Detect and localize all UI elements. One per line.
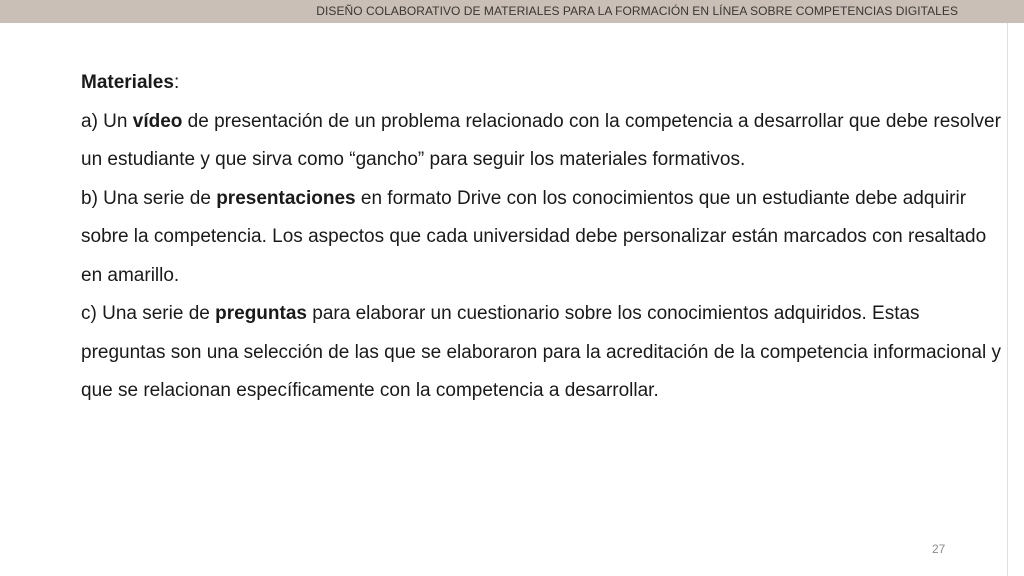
item-a-keyword: vídeo bbox=[132, 110, 183, 132]
item-c-prefix: c) Una serie de bbox=[81, 303, 216, 324]
materials-heading bbox=[81, 64, 1001, 103]
item-b bbox=[81, 180, 1001, 296]
item-b-text: en formato Drive con los conocimientos que un estudiante debe adquirir sobre la competencia. Los aspectos que cada universidad debe personalizar están marcados con resaltado en amarillo. bbox=[81, 187, 987, 286]
right-divider bbox=[1007, 23, 1008, 576]
heading-colon: : bbox=[173, 72, 180, 93]
item-a-text: de presentación de un problema relacionado con la competencia a desarrollar que debe resolver un estudiante y que sirva como “gancho” para seguir los materiales formativos. bbox=[81, 110, 1001, 170]
item-b-prefix: b) Una serie de bbox=[81, 187, 217, 209]
item-a-prefix: a) Un bbox=[81, 110, 133, 132]
item-b-keyword: presentaciones bbox=[216, 187, 356, 209]
heading-label: Materiales bbox=[81, 72, 174, 93]
item-c bbox=[81, 295, 1001, 411]
item-c-text: para elaborar un cuestionario sobre los conocimientos adquiridos. Estas preguntas son una selección de las que se elaboraron para la acreditación de la competencia informacional y que se relacionan específicamente con la competencia a desarrollar. bbox=[81, 303, 1001, 401]
page-number: 27 bbox=[932, 542, 946, 556]
header-bar bbox=[0, 0, 1024, 23]
item-a bbox=[81, 103, 1001, 180]
header-title: DISEÑO COLABORATIVO DE MATERIALES PARA LA FORMACIÓN EN LÍNEA SOBRE COMPETENCIAS DIGITALES bbox=[316, 4, 958, 18]
item-c-keyword: preguntas bbox=[215, 303, 307, 324]
slide-content bbox=[81, 64, 1001, 411]
